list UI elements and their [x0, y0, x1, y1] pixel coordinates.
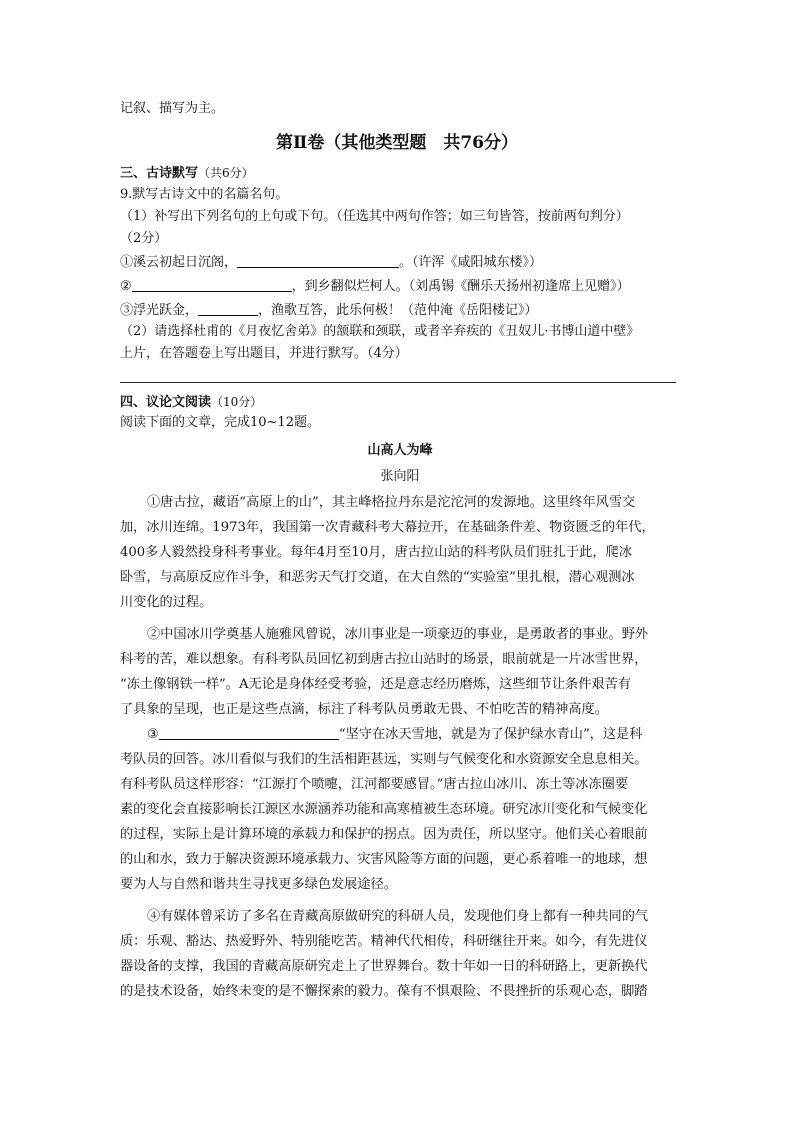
answer-blank-3[interactable]: [198, 301, 258, 316]
article-line: 卧雪，与高原反应作斗争，和恶劣天气打交道，在大自然的“实验室”里扎根，潜心观测冰: [120, 570, 635, 585]
answer-blank-1[interactable]: [237, 253, 399, 268]
article-line: 了具象的呈现，也正是这些点滴，标注了科考队员勇敢无畏、不怕吃苦的精神高度。: [120, 702, 608, 717]
q9-item2: [120, 277, 680, 297]
article-line: 考队员的回答。冰川看似与我们的生活相距甚远，实则与气候变化和水资源安全息息相关。: [120, 752, 648, 767]
article-line: 的山和水，致力于解决资源环境承载力、灾害风险等方面的问题，更心系着唯一的地球，想: [120, 852, 648, 867]
article-line: 400多人毅然投身科考事业。每年4月至10月，唐古拉山站的科考队员们驻扎于此，爬冰: [120, 545, 632, 560]
article-line: 加，冰川连绵。1973年，我国第一次青藏科考大幕拉开，在基础条件差、物资匮乏的年代，: [120, 520, 655, 535]
intro-text: 记叙、描写为主。: [120, 101, 225, 116]
section4-score: （10分）: [211, 395, 263, 409]
section4-heading: [120, 392, 680, 413]
q9-2-line2: 上片，在答题卷上写出题目，并进行默写。（4分）: [120, 346, 408, 361]
section3-score: （共6分）: [198, 166, 254, 180]
q9-1-text: （1）补写出下列名句的上句或下句。（任选其中两句作答；如三句皆答，按前两句判分）: [120, 209, 629, 224]
article-line: “冻土像钢铁一样”。A无论是身体经受考验，还是意志经历磨炼，这些细节让条件艰苦有: [120, 677, 631, 692]
q9-1-score: （2分）: [120, 231, 168, 246]
section-divider: [120, 382, 676, 383]
article-line: ④有媒体曾采访了多名在青藏高原做研究的科研人员，发现他们身上都有一种共同的气: [147, 909, 649, 924]
article-line: 川变化的过程。: [120, 595, 213, 610]
article-line: 有科考队员这样形容：“江源打个喷嚏，江河都要感冒。”唐古拉山冰川、冻土等冰冻圈要: [120, 777, 629, 792]
q9-text: 9.默写古诗文中的名篇名句。: [120, 187, 289, 202]
q9-item1: [120, 253, 680, 273]
article-line: 器设备的支撑，我国的青藏高原研究走上了世界舞台。数十年如一日的科研路上，更新换代: [120, 959, 648, 974]
item1-prefix: ①溪云初起日沉阁，: [120, 255, 238, 270]
q9-item3: [120, 301, 680, 321]
answer-blank-p3[interactable]: [159, 725, 339, 740]
article-line: 要为人与自然和谐共生寻找更多绿色发展途径。: [120, 877, 397, 892]
item2-prefix: ②: [120, 279, 132, 294]
answer-blank-2[interactable]: [132, 277, 292, 292]
article-line: ②中国冰川学奠基人施雅风曾说，冰川事业是一项豪迈的事业，是勇敢者的事业。野外: [147, 627, 649, 642]
section4-title: 四、议论文阅读: [120, 395, 212, 410]
article-author: 张向阳: [380, 469, 420, 484]
section4-instruction: 阅读下面的文章，完成10~12题。: [120, 415, 320, 430]
article-line: 的过程，实际上是计算环境的承载力和保护的拐点。因为责任，所以坚守。他们关心着眼前: [120, 827, 648, 842]
item1-suffix: 。（许浑《咸阳城东楼》）: [399, 255, 543, 270]
article-title: 山高人为峰: [367, 443, 433, 458]
item2-suffix: ，到乡翻似烂柯人。（刘禹锡《酬乐天扬州初逢席上见赠》）: [291, 279, 630, 294]
article-line: ①唐古拉，藏语“高原上的山”，其主峰格拉丹东是沱沱河的发源地。这里终年风雪交: [147, 495, 636, 510]
p3-rest: “坚守在冰天雪地，就是为了保护绿水青山”，这是科: [338, 727, 643, 742]
item3-prefix: ③浮光跃金，: [120, 303, 199, 318]
section3-title: 三、古诗默写: [120, 166, 199, 181]
article-line-p3: [147, 725, 707, 745]
article-line: 质：乐观、豁达、热爱野外、特别能吃苦。精神代代相传，科研继往开来。如今，有先进仪: [120, 934, 648, 949]
article-line: 素的变化会直接影响长江源区水源涵养功能和高寒植被生态环境。研究冰川变化和气候变化: [120, 802, 648, 817]
q9-2-line1: （2）请选择杜甫的《月夜忆舍弟》的颔联和颈联，或者辛弃疾的《丑奴儿·书博山道中壁》: [120, 324, 640, 339]
article-line: 科考的苦，难以想象。有科考队员回忆初到唐古拉山站时的场景，眼前就是一片冰雪世界，: [120, 652, 648, 667]
p3-marker: ③: [147, 727, 159, 742]
section3-heading: [120, 163, 680, 184]
article-line: 的是技术设备，始终未变的是不懈探索的毅力。葆有不惧艰险、不畏挫折的乐观心态，脚踏: [120, 984, 648, 999]
part2-title: 第Ⅱ卷（其他类型题 共76分）: [276, 133, 518, 153]
item3-suffix: ，渔歌互答，此乐何极！（范仲淹《岳阳楼记》）: [258, 303, 538, 318]
